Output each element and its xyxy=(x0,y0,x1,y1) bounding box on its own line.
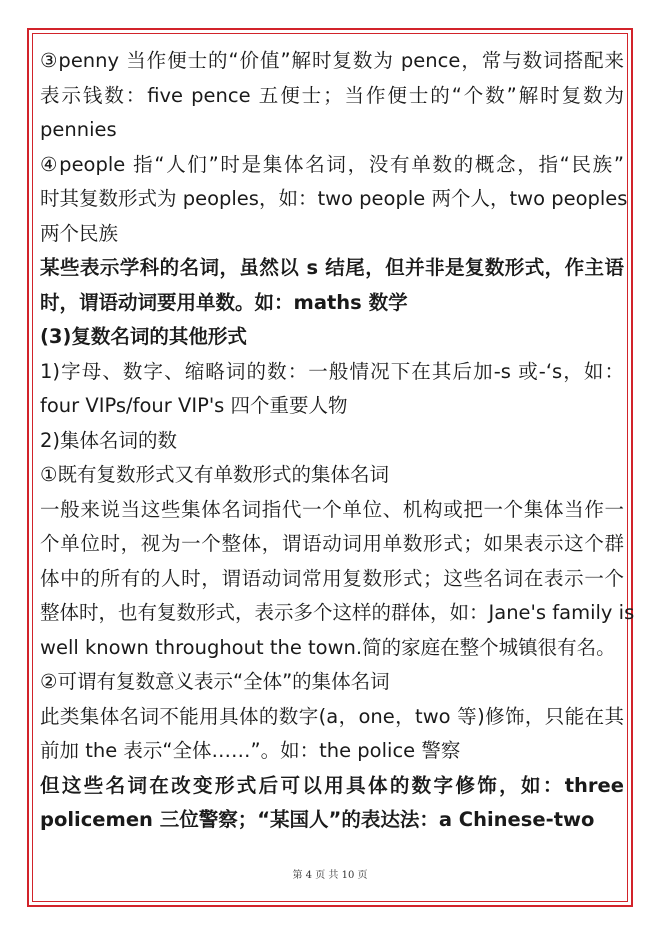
text-line: 时，谓语动词要用单数。如：maths 数学 xyxy=(40,290,408,314)
text-line: 表示钱数：five pence 五便士；当作便士的“个数”解时复数为 xyxy=(40,83,624,107)
text-line: 1)字母、数字、缩略词的数：一般情况下在其后加-s 或-‘s，如： xyxy=(40,359,624,383)
text-line: 整体时，也有复数形式，表示多个这样的群体，如：Jane's family is xyxy=(40,601,635,624)
text-line: 体中的所有的人时，谓语动词常用复数形式；这些名词在表示一个 xyxy=(40,566,624,590)
text-line: well known throughout the town.简的家庭在整个城镇很有名。 xyxy=(40,635,616,659)
document-body xyxy=(40,44,635,838)
page-number: 第 4 页 共 10 页 xyxy=(292,870,368,881)
text-line: 时其复数形式为 peoples，如：two people 两个人，two peoples xyxy=(40,187,628,210)
text-line: 但这些名词在改变形式后可以用具体的数字修饰，如：three xyxy=(40,773,624,797)
text-line: 前加 the 表示“全体……”。如：the police 警察 xyxy=(40,739,461,762)
text-line: pennies xyxy=(40,118,117,141)
text-line: 个单位时，视为一个整体，谓语动词用单数形式；如果表示这个群 xyxy=(40,532,624,555)
section-heading: (3)复数名词的其他形式 xyxy=(40,325,247,348)
text-line: ④people 指“人们”时是集体名词，没有单数的概念，指“民族” xyxy=(40,152,624,176)
text-line: four VIPs/four VIP's 四个重要人物 xyxy=(40,394,348,417)
text-line: policemen 三位警察；“某国人”的表达法：a Chinese-two xyxy=(40,808,595,831)
text-line: 某些表示学科的名词，虽然以 s 结尾，但并非是复数形式，作主语 xyxy=(40,256,624,279)
subsection-heading: 2)集体名词的数 xyxy=(40,428,178,452)
text-line: ③penny 当作便士的“价值”解时复数为 pence，常与数词搭配来 xyxy=(40,49,624,72)
text-line: 一般来说当这些集体名词指代一个单位、机构或把一个集体当作一 xyxy=(40,497,624,521)
subsection-heading: ①既有复数形式又有单数形式的集体名词 xyxy=(40,463,389,486)
text-line: 两个民族 xyxy=(40,221,119,245)
subsection-heading: ②可谓有复数意义表示“全体”的集体名词 xyxy=(40,670,390,693)
text-line: 此类集体名词不能用具体的数字(a，one，two 等)修饰，只能在其 xyxy=(40,704,624,728)
